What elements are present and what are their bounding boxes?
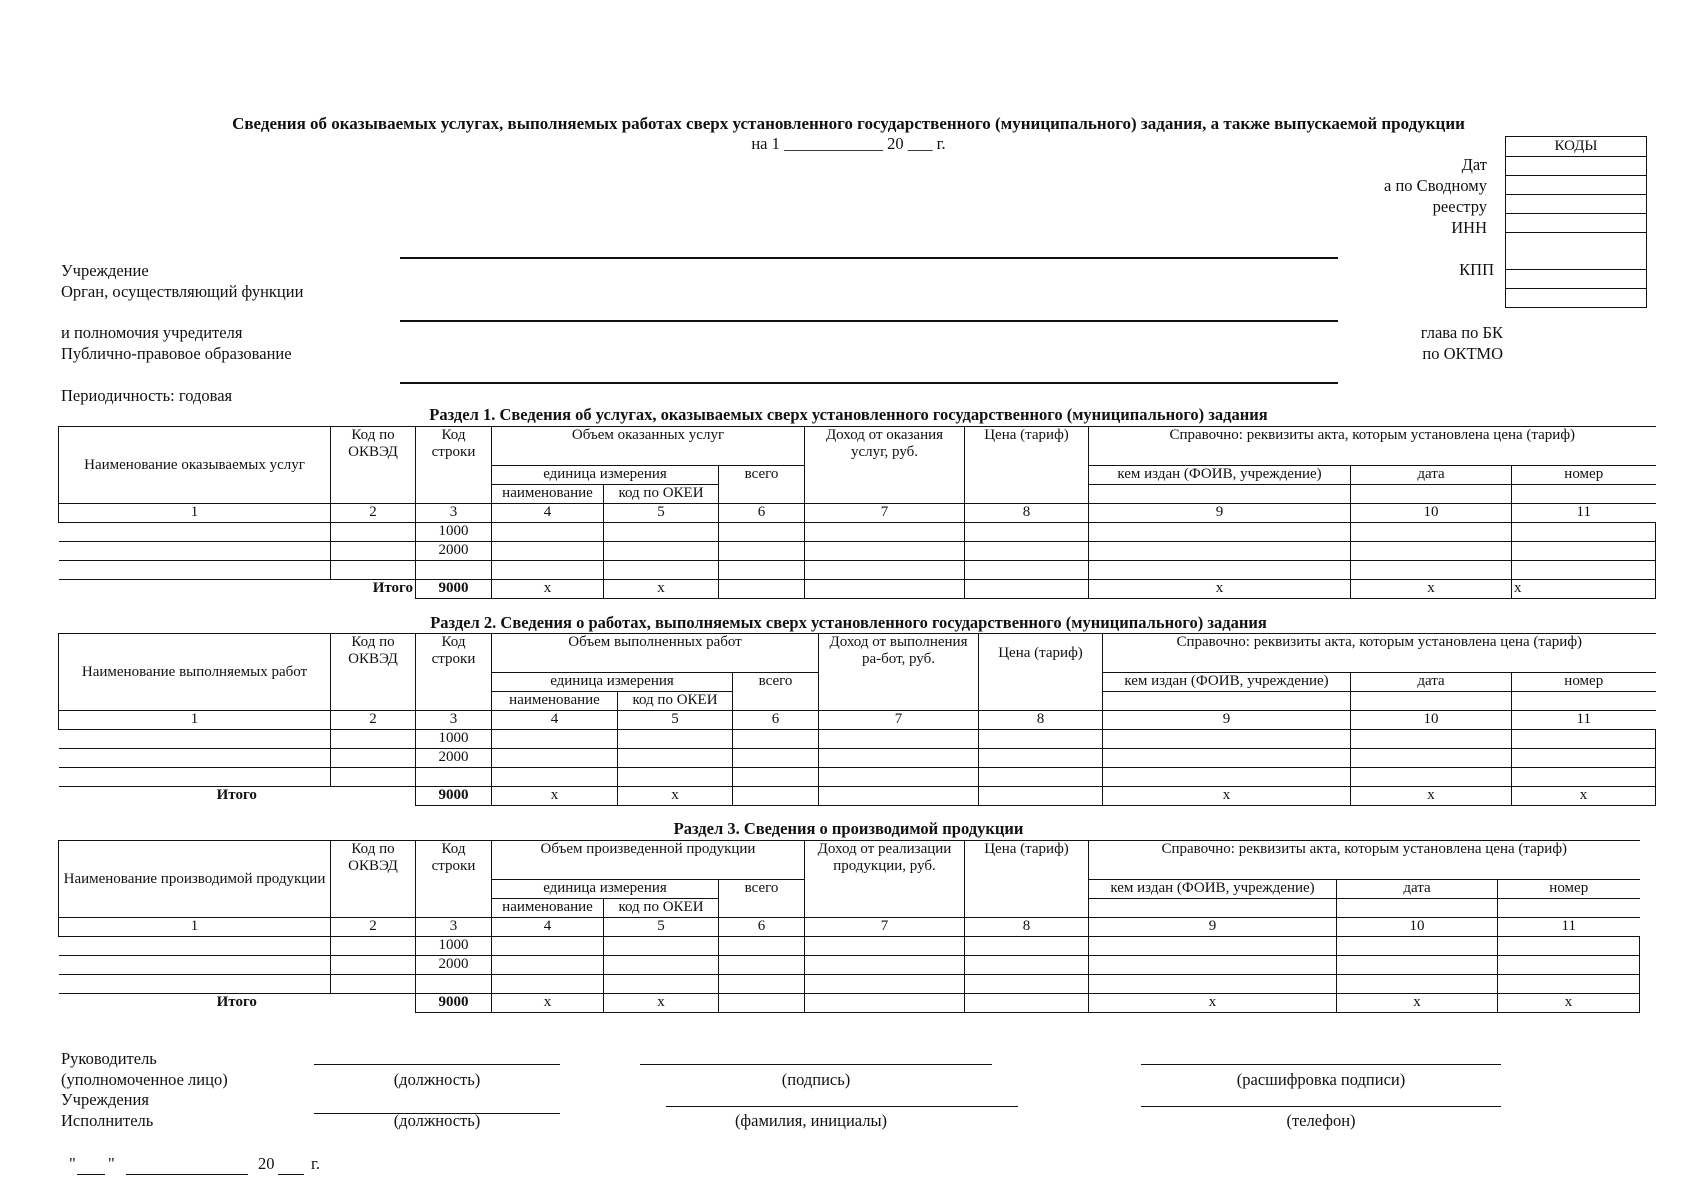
section3-colnum: 2: [331, 918, 416, 937]
section3-colnum: 1: [59, 918, 331, 937]
cap-signature: (подпись): [781, 1070, 851, 1089]
row-code: 2000: [416, 542, 492, 561]
section1-header-name: Наименование оказываемых услуг: [59, 427, 331, 504]
sig-head-line1: Руководитель: [61, 1049, 157, 1068]
sig-executor: Исполнитель: [61, 1111, 154, 1130]
section3-colnum: 5: [604, 918, 719, 937]
section3-header-row-code: Код строки: [416, 841, 492, 918]
label-kpp: КПП: [1459, 260, 1494, 279]
section3-header-number: номер: [1498, 880, 1640, 899]
row-code: [416, 768, 492, 787]
executor-fio-line[interactable]: [666, 1106, 1018, 1107]
section3-colnum: 4: [492, 918, 604, 937]
section1-header-ref: Справочно: реквизиты акта, которым установлена цена (тариф): [1089, 427, 1656, 466]
section2-header-name: Наименование выполняемых работ: [59, 634, 331, 711]
section3-title: Раздел 3. Сведения о производимой продукции: [673, 819, 1024, 838]
code-cell-gap: [1506, 233, 1647, 270]
label-date: Дат: [1461, 155, 1487, 174]
codes-title: КОДЫ: [1506, 137, 1647, 157]
section1-header-okei: код по ОКЕИ: [604, 485, 719, 504]
total-code: 9000: [416, 580, 492, 599]
section2-header-income: Доход от выполнения ра-бот, руб.: [819, 634, 979, 673]
x-mark: х: [1103, 787, 1351, 806]
section2-header-date: дата: [1351, 673, 1512, 692]
table-row: [59, 937, 1640, 956]
x-mark: х: [492, 994, 604, 1013]
section3-colnum: 10: [1337, 918, 1498, 937]
section1-colnum: 7: [805, 504, 965, 523]
section1-colnum: 9: [1089, 504, 1351, 523]
section2-colnum: 7: [819, 711, 979, 730]
section1-table: [58, 426, 1656, 599]
x-mark: х: [1351, 787, 1512, 806]
section2-header-okei: код по ОКЕИ: [618, 692, 733, 711]
sig-head-line3: Учреждения: [61, 1090, 149, 1109]
code-cell-registry[interactable]: [1506, 176, 1647, 195]
section2-header-unit: единица измерения: [492, 673, 733, 692]
total-code: 9000: [416, 787, 492, 806]
section1-colnum: 4: [492, 504, 604, 523]
x-mark: х: [1351, 580, 1512, 599]
date-month-line[interactable]: [126, 1174, 248, 1175]
section1-colnum: 5: [604, 504, 719, 523]
section3-colnum: 9: [1089, 918, 1337, 937]
section2-colnum: 9: [1103, 711, 1351, 730]
section3-header-volume: Объем произведенной продукции: [492, 841, 805, 880]
section3-header-unit-name: наименование: [492, 899, 604, 918]
municipality-fill-line[interactable]: [400, 382, 1338, 384]
label-date-registry: а по Сводному: [1384, 176, 1487, 195]
row-code: 1000: [416, 730, 492, 749]
label-inn: ИНН: [1451, 218, 1487, 237]
section2-colnum: 3: [416, 711, 492, 730]
section2-colnum: 8: [979, 711, 1103, 730]
section1-colnum: 1: [59, 504, 331, 523]
document-title: Сведения об оказываемых услугах, выполняемых работах сверх установленного государственного (муниципального) задания, а также выпускаемой продукции: [232, 114, 1465, 133]
section2-header-row-code: Код строки: [416, 634, 492, 711]
section3-header-income: Доход от реализации продукции, руб.: [805, 841, 965, 880]
table-row: [59, 956, 1640, 975]
row-code: [416, 561, 492, 580]
total-row: [59, 787, 1656, 806]
section2-header-issuer: кем издан (ФОИВ, учреждение): [1103, 673, 1351, 692]
label-municipality: Публично-правовое образование: [61, 344, 292, 363]
section2-colnum: 5: [618, 711, 733, 730]
code-cell-date[interactable]: [1506, 157, 1647, 176]
section3-header-issuer: кем издан (ФОИВ, учреждение): [1089, 880, 1337, 899]
section3-colnum: 3: [416, 918, 492, 937]
label-institution: Учреждение: [61, 261, 149, 280]
section1-header-unit-name: наименование: [492, 485, 604, 504]
table-row: [59, 561, 1656, 580]
row-code: 1000: [416, 937, 492, 956]
founder-fill-line[interactable]: [400, 320, 1338, 322]
table-row: [59, 749, 1656, 768]
label-glava-bk: глава по БК: [1420, 323, 1503, 342]
x-mark: х: [492, 580, 604, 599]
section2-colnum: 6: [733, 711, 819, 730]
x-mark: х: [604, 580, 719, 599]
section2-colnum: 1: [59, 711, 331, 730]
section1-header-unit: единица измерения: [492, 466, 719, 485]
executor-phone-line[interactable]: [1141, 1106, 1501, 1107]
section1-colnum: 6: [719, 504, 805, 523]
code-cell-kpp[interactable]: [1506, 270, 1647, 289]
section3-table: [58, 840, 1640, 1013]
date-suffix: г.: [311, 1154, 321, 1173]
sig-head-line2: (уполномоченное лицо): [61, 1070, 228, 1089]
total-row: [59, 580, 1656, 599]
section3-colnum: 8: [965, 918, 1089, 937]
date-year-line[interactable]: [278, 1174, 304, 1175]
table-row: [59, 768, 1656, 787]
table-row: [59, 523, 1656, 542]
section3-header-unit: единица измерения: [492, 880, 719, 899]
section2-title: Раздел 2. Сведения о работах, выполняемых сверх установленного государственного (муниципального) задания: [430, 613, 1267, 632]
section3-colnum: 7: [805, 918, 965, 937]
label-founder-1: Орган, осуществляющий функции: [61, 282, 304, 301]
section1-header-okved: Код по ОКВЭД: [331, 427, 416, 504]
table-row: [59, 730, 1656, 749]
section2-header-okved: Код по ОКВЭД: [331, 634, 416, 711]
section2-header-ref: Справочно: реквизиты акта, которым установлена цена (тариф): [1103, 634, 1656, 673]
section3-header-total: всего: [719, 880, 805, 918]
section3-colnum: 11: [1498, 918, 1640, 937]
label-registry: реестру: [1432, 197, 1487, 216]
section1-header-row-code: Код строки: [416, 427, 492, 504]
section2-colnum: 11: [1512, 711, 1656, 730]
section3-header-okved: Код по ОКВЭД: [331, 841, 416, 918]
section3-header-ref: Справочно: реквизиты акта, которым установлена цена (тариф): [1089, 841, 1640, 880]
date-quote-open: ": [69, 1154, 76, 1173]
row-code: 2000: [416, 749, 492, 768]
head-decoding-line[interactable]: [1141, 1064, 1501, 1065]
section3-header-okei: код по ОКЕИ: [604, 899, 719, 918]
section1-header-total: всего: [719, 466, 805, 504]
section2-header-total: всего: [733, 673, 819, 711]
section1-title: Раздел 1. Сведения об услугах, оказываемых сверх установленного государственного (муниципального) задания: [429, 405, 1268, 424]
label-oktmo: по ОКТМО: [1422, 344, 1503, 363]
cap-fio: (фамилия, инициалы): [734, 1111, 888, 1130]
section3-header-name: Наименование производимой продукции: [59, 841, 331, 918]
section1-header-date: дата: [1351, 466, 1512, 485]
section2-header-number: номер: [1512, 673, 1656, 692]
x-mark: х: [1512, 580, 1656, 599]
table-row: [59, 975, 1640, 994]
section2-colnum: 10: [1351, 711, 1512, 730]
code-cell-inn[interactable]: [1506, 214, 1647, 233]
total-code: 9000: [416, 994, 492, 1013]
label-periodicity: Периодичность: годовая: [61, 386, 233, 405]
report-date-line: на 1 ____________ 20 ___ г.: [751, 134, 946, 153]
cap-phone: (телефон): [1286, 1111, 1356, 1130]
section1-colnum: 3: [416, 504, 492, 523]
section1-colnum: 8: [965, 504, 1089, 523]
section3-colnum: 6: [719, 918, 805, 937]
section1-header-volume: Объем оказанных услуг: [492, 427, 805, 466]
date-quote-close: ": [108, 1154, 115, 1173]
date-day-line[interactable]: [77, 1174, 105, 1175]
total-label: Итого: [59, 994, 416, 1013]
section2-header-price: Цена (тариф): [979, 634, 1103, 673]
total-row: [59, 994, 1640, 1013]
label-founder-2: и полномочия учредителя: [61, 323, 243, 342]
section3-header-date: дата: [1337, 880, 1498, 899]
section2-table: [58, 633, 1656, 806]
head-position-line[interactable]: [314, 1064, 560, 1065]
x-mark: х: [1512, 787, 1656, 806]
section1-colnum: 2: [331, 504, 416, 523]
row-code: 1000: [416, 523, 492, 542]
section3-header-price: Цена (тариф): [965, 841, 1089, 880]
x-mark: х: [1337, 994, 1498, 1013]
code-cell-bk[interactable]: [1506, 289, 1647, 308]
x-mark: х: [492, 787, 618, 806]
date-year-prefix: 20: [258, 1154, 275, 1173]
section1-header-income: Доход от оказания услуг, руб.: [805, 427, 965, 466]
section1-colnum: 10: [1351, 504, 1512, 523]
x-mark: х: [1089, 580, 1351, 599]
section2-header-volume: Объем выполненных работ: [492, 634, 819, 673]
code-cell-registry-2[interactable]: [1506, 195, 1647, 214]
total-label: Итого: [59, 580, 416, 599]
section1-colnum: 11: [1512, 504, 1656, 523]
x-mark: х: [1089, 994, 1337, 1013]
cap-decoding: (расшифровка подписи): [1236, 1070, 1406, 1089]
section2-colnum: 2: [331, 711, 416, 730]
codes-box: [1505, 136, 1647, 308]
total-label: Итого: [59, 787, 416, 806]
institution-fill-line[interactable]: [400, 257, 1338, 259]
cap-position-2: (должность): [393, 1111, 481, 1130]
section2-header-unit-name: наименование: [492, 692, 618, 711]
table-row: [59, 542, 1656, 561]
section1-header-price: Цена (тариф): [965, 427, 1089, 466]
cap-position: (должность): [393, 1070, 481, 1089]
head-signature-line[interactable]: [640, 1064, 992, 1065]
row-code: [416, 975, 492, 994]
row-code: 2000: [416, 956, 492, 975]
section1-header-number: номер: [1512, 466, 1656, 485]
x-mark: х: [1498, 994, 1640, 1013]
x-mark: х: [604, 994, 719, 1013]
section1-header-issuer: кем издан (ФОИВ, учреждение): [1089, 466, 1351, 485]
section2-colnum: 4: [492, 711, 618, 730]
x-mark: х: [618, 787, 733, 806]
